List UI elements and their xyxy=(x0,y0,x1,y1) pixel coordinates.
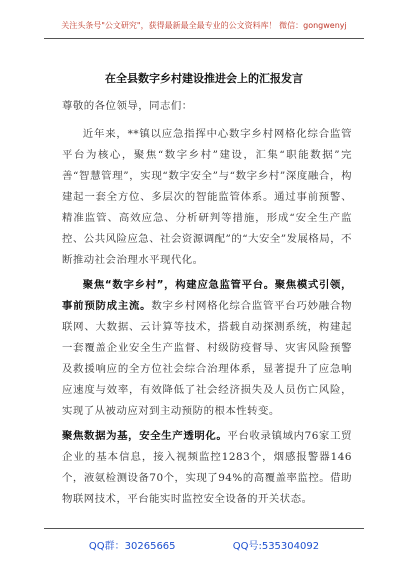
footer-divider xyxy=(44,528,364,529)
paragraph-data-heading: 聚焦数据为基，安全生产透明化。 xyxy=(62,430,228,442)
header-divider xyxy=(44,38,364,39)
footer-qq-number: QQ号:535304092 xyxy=(232,541,320,552)
footer xyxy=(0,537,408,552)
document-body xyxy=(62,96,352,510)
paragraph-data xyxy=(62,426,352,510)
footer-qq-group: QQ群：30265665 xyxy=(88,541,176,552)
document-title: 在全县数字乡村建设推进会上的汇报发言 xyxy=(105,72,303,85)
paragraph-platform-text: 数字乡村网格化综合监管平台巧妙融合物联网、大数据、云计算等技术，搭载自动探测系统，构建起一套覆盖企业安全生产监督、村级防疫督导、灾害风险预警及救援响应的全方位社会综合治理体系，显著提升了应急响应速度与效率，有效降低了社会经济损失及人员伤亡风险，实现了从被动应对到主动预防的根本性转变。 xyxy=(62,300,353,417)
salutation: 尊敬的各位领导，同志们： xyxy=(62,100,193,112)
paragraph-platform-heading: 聚焦“数字乡村”，构建应急监管平台。聚焦模式引领，事前预防成主流。 xyxy=(62,279,352,312)
paragraph-intro: 近年来，**镇以应急指挥中心数字乡村网格化综合监管平台为核心，聚焦“数字乡村”建设，汇集“职能数据”完善“智慧管理”，实现“数字安全”与“数字乡村”深度融合，构建起一套全方位、多层次的智能监管体系。通过事前预警、精准监管、高效应急、分析研判等措施，形成“安全生产监控、公共风险应急、社会资源调配”的“大安全”发展格局，不断推动社会治理水平现代化。 xyxy=(62,128,352,266)
paragraph-platform xyxy=(62,275,352,422)
paragraph-data-text: 平台收录镇域内76家工贸企业的基本信息，接入视频监控1283个，烟感报警器146个，液氨检测设备70个，实现了94%的高覆盖率监控。借助物联网技术，平台能实时监控安全设备的开关状态。 xyxy=(62,430,352,505)
header-notice: 关注头条号"公文研究"，获得最新最全最专业的公文资料库！ 微信：gongwenyj xyxy=(61,21,347,30)
